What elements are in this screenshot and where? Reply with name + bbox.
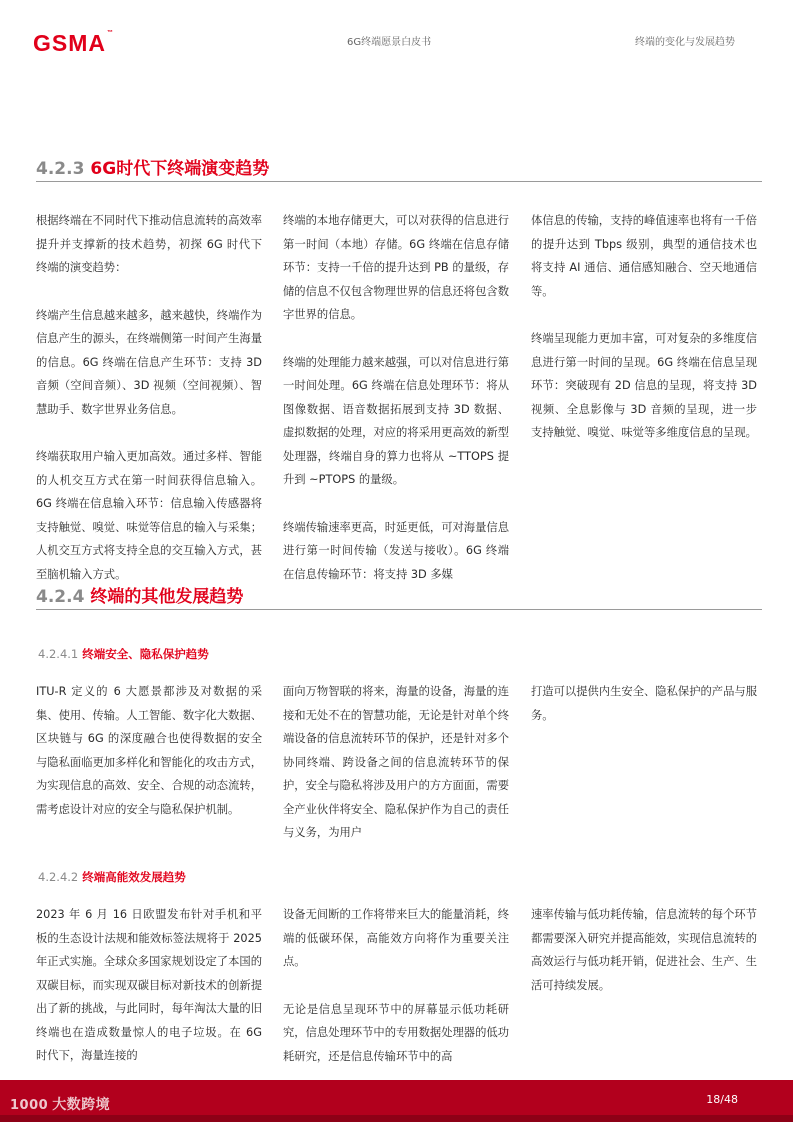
sub2-column-2 (283, 903, 509, 1092)
chapter-title: 终端的变化与发展趋势 (635, 37, 735, 48)
sec-423-column-2 (283, 209, 509, 610)
watermark-logo: 1000 大数跨境 (10, 1097, 111, 1113)
paragraph: 设备无间断的工作将带来巨大的能量消耗，终端的低碳环保，高能效方向将作为重要关注点。 (283, 908, 509, 968)
paragraph: 面向万物智联的将来，海量的设备，海量的连接和无处不在的智慧功能，无论是针对单个终端设备的信息流转环节的保护，还是针对多个协同终端、跨设备之间的信息流转环节的保护，安全与隐私将涉及用户的方方面面，需要全产业伙伴将安全、隐私保护作为自己的责任与义务，为用户 (283, 685, 509, 839)
page-number: 18/48 (706, 1093, 738, 1106)
watermark-icon: 1000 (10, 1098, 49, 1113)
paragraph: 2023 年 6 月 16 日欧盟发布针对手机和平板的生态设计法规和能效标签法规将于 2025 年正式实施。全球众多国家规划设定了本国的双碳目标，而实现双碳目标对新技术的创新提出了新的挑战，与此同时，每年淘汰大量的旧终端也在造成数量惊人的电子垃圾。在 6G 时代下，海量连接的 (36, 908, 262, 1062)
footer-strip (0, 1115, 793, 1122)
section-heading-4-2-4: 4.2.4 终端的其他发展趋势 (36, 587, 244, 607)
paragraph: 速率传输与低功耗传输，信息流转的每个环节都需要深入研究并提高能效，实现信息流转的高效运行与低功耗开销，促进社会、生产、生活可持续发展。 (531, 908, 757, 992)
sec-423-column-1 (36, 209, 262, 610)
sub1-column-3 (531, 680, 757, 751)
paragraph: ITU-R 定义的 6 大愿景都涉及对数据的采集、使用、传输。人工智能、数字化大数据、区块链与 6G 的深度融合也使得数据的安全与隐私面临更加多样化和智能化的攻击方式，为实现信息的高效、安全、合规的动态流转，需考虑设计对应的安全与隐私保护机制。 (36, 685, 262, 816)
section-divider (36, 609, 762, 610)
paragraph: 终端呈现能力更加丰富，可对复杂的多维度信息进行第一时间的呈现。6G 终端在信息呈现环节：突破现有 2D 信息的呈现，将支持 3D 视频、全息影像与 3D 音频的呈现，进一步支持触觉、嗅觉、味觉等多维度信息的呈现。 (531, 332, 757, 439)
paragraph: 终端产生信息越来越多，越来越快，终端作为信息产生的源头，在终端侧第一时间产生海量的信息。6G 终端在信息产生环节：支持 3D 音频（空间音频）、3D 视频（空间视频）、智慧助手、数字世界业务信息。 (36, 308, 262, 416)
paragraph: 终端获取用户输入更加高效。通过多样、智能的人机交互方式在第一时间获得信息输入。6G 终端在信息输入环节：信息输入传感器将支持触觉、嗅觉、味觉等信息的输入与采集；人机交互方式将支持全息的交互输入方式，甚至脑机输入方式。 (36, 450, 262, 581)
sec-423-column-3 (531, 209, 757, 469)
document-title: 6G终端愿景白皮书 (347, 37, 432, 48)
section-heading-4-2-3: 4.2.3 6G时代下终端演变趋势 (36, 159, 270, 179)
sub1-column-2 (283, 680, 509, 869)
sub2-column-1 (36, 903, 262, 1092)
paragraph: 打造可以提供内生安全、隐私保护的产品与服务。 (531, 685, 757, 722)
paragraph: 无论是信息呈现环节中的屏幕显示低功耗研究，信息处理环节中的专用数据处理器的低功耗研究，还是信息传输环节中的高 (283, 1002, 509, 1063)
paragraph: 终端的本地存储更大，可以对获得的信息进行第一时间（本地）存储。6G 终端在信息存储环节：支持一千倍的提升达到 PB 的量级，存储的信息不仅包含物理世界的信息还将包含数字世界的信息。 (283, 214, 509, 321)
paragraph: 终端的处理能力越来越强，可以对信息进行第一时间处理。6G 终端在信息处理环节：将从图像数据、语音数据拓展到支持 3D 数据、虚拟数据的处理，对应的将采用更高效的新型处理器，终端自身的算力也将从 ~TTOPS 提升到 ~PTOPS 的量级。 (283, 355, 509, 486)
paragraph: 终端传输速率更高，时延更低，可对海量信息进行第一时间传输（发送与接收）。6G 终端在信息传输环节：将支持 3D 多媒 (283, 520, 509, 581)
sub1-column-1 (36, 680, 262, 845)
page-header (0, 0, 793, 70)
subsection-heading-4-2-4-1: 4.2.4.1 终端安全、隐私保护趋势 (38, 647, 209, 661)
paragraph: 体信息的传输，支持的峰值速率也将有一千倍的提升达到 Tbps 级别，典型的通信技术也将支持 AI 通信、通信感知融合、空天地通信等。 (531, 214, 757, 298)
subsection-heading-4-2-4-2: 4.2.4.2 终端高能效发展趋势 (38, 870, 186, 884)
page-footer (0, 1080, 793, 1122)
sub2-column-3 (531, 903, 757, 1021)
gsma-logo: GSMA™ (33, 30, 114, 56)
paragraph: 根据终端在不同时代下推动信息流转的高效率提升并支撑新的技术趋势，初探 6G 时代下终端的演变趋势： (36, 214, 262, 274)
section-divider (36, 181, 762, 182)
